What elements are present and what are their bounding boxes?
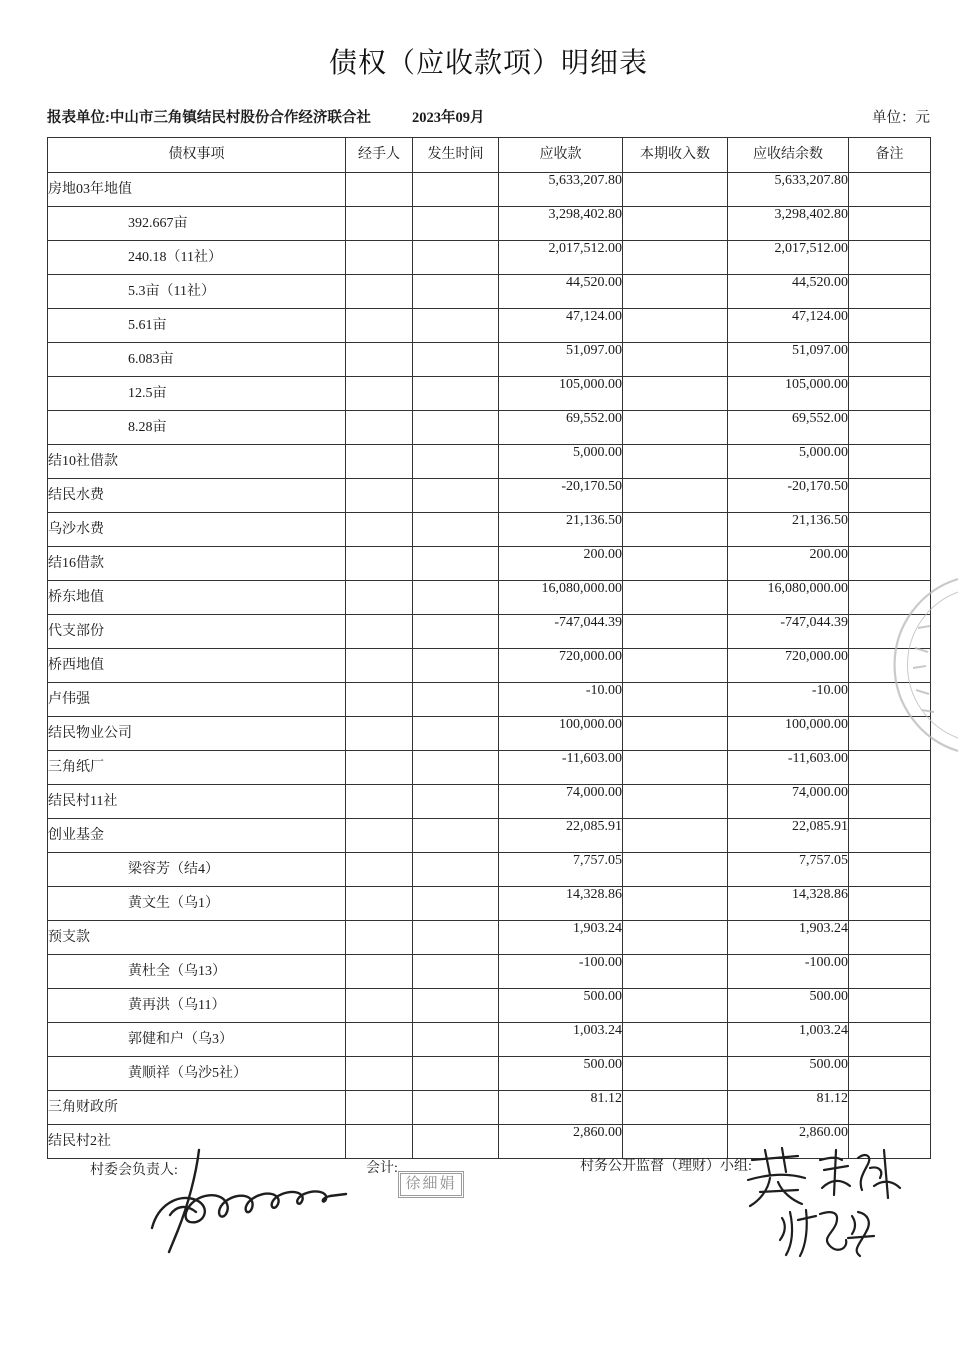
receivable-cell: 5,633,207.80 [499, 173, 623, 207]
item-cell: 黄文生（乌1） [48, 887, 346, 921]
balance-cell: 16,080,000.00 [728, 581, 849, 615]
balance-cell: 21,136.50 [728, 513, 849, 547]
note-cell [849, 343, 931, 377]
table-row [48, 547, 931, 581]
receivable-cell: 1,003.24 [499, 1023, 623, 1057]
income-cell [623, 921, 728, 955]
receivable-cell: 16,080,000.00 [499, 581, 623, 615]
income-cell [623, 309, 728, 343]
income-cell [623, 853, 728, 887]
item-cell: 桥东地值 [48, 581, 346, 615]
table-body [48, 173, 931, 1159]
item-cell: 5.3亩（11社） [48, 275, 346, 309]
income-cell [623, 241, 728, 275]
balance-cell: 74,000.00 [728, 785, 849, 819]
receivable-cell: 3,298,402.80 [499, 207, 623, 241]
handler-cell [346, 411, 413, 445]
handler-cell [346, 343, 413, 377]
date-cell [413, 1125, 499, 1159]
item-cell: 结民物业公司 [48, 717, 346, 751]
item-cell: 代支部份 [48, 615, 346, 649]
table-row-sub-item [48, 887, 931, 921]
receivable-cell: -10.00 [499, 683, 623, 717]
receivable-cell: 74,000.00 [499, 785, 623, 819]
table-row-sub-item [48, 411, 931, 445]
balance-cell: 3,298,402.80 [728, 207, 849, 241]
item-cell: 5.61亩 [48, 309, 346, 343]
item-cell: 房地03年地值 [48, 173, 346, 207]
receivable-cell: 51,097.00 [499, 343, 623, 377]
handler-cell [346, 309, 413, 343]
income-cell [623, 275, 728, 309]
income-cell [623, 1023, 728, 1057]
receivable-cell: 500.00 [499, 989, 623, 1023]
income-cell [623, 1125, 728, 1159]
balance-cell: -747,044.39 [728, 615, 849, 649]
income-cell [623, 411, 728, 445]
report-period: 2023年09月 [412, 110, 485, 126]
table-row-sub-item [48, 1057, 931, 1091]
note-cell [849, 989, 931, 1023]
date-cell [413, 853, 499, 887]
handler-cell [346, 683, 413, 717]
note-cell [849, 921, 931, 955]
receivable-cell: 1,903.24 [499, 921, 623, 955]
handler-cell [346, 1023, 413, 1057]
currency-unit: 单位：元 [872, 110, 930, 126]
column-header-note: 备注 [849, 138, 931, 173]
table-row-sub-item [48, 989, 931, 1023]
income-cell [623, 955, 728, 989]
balance-cell: 2,860.00 [728, 1125, 849, 1159]
receivable-cell: 7,757.05 [499, 853, 623, 887]
column-header-handler: 经手人 [346, 138, 413, 173]
table-header-row [48, 138, 931, 173]
balance-cell: 2,017,512.00 [728, 241, 849, 275]
note-cell [849, 479, 931, 513]
income-cell [623, 479, 728, 513]
note-cell [849, 819, 931, 853]
table-row-sub-item [48, 1023, 931, 1057]
balance-cell: 1,003.24 [728, 1023, 849, 1057]
date-cell [413, 683, 499, 717]
handler-cell [346, 547, 413, 581]
table-row [48, 717, 931, 751]
balance-cell: 47,124.00 [728, 309, 849, 343]
handler-cell [346, 819, 413, 853]
date-cell [413, 479, 499, 513]
date-cell [413, 819, 499, 853]
table-row-sub-item [48, 853, 931, 887]
income-cell [623, 377, 728, 411]
date-cell [413, 615, 499, 649]
balance-cell: -20,170.50 [728, 479, 849, 513]
date-cell [413, 343, 499, 377]
handler-cell [346, 785, 413, 819]
date-cell [413, 1023, 499, 1057]
handler-cell [346, 513, 413, 547]
income-cell [623, 547, 728, 581]
income-cell [623, 445, 728, 479]
income-cell [623, 785, 728, 819]
table-row [48, 819, 931, 853]
handler-cell [346, 955, 413, 989]
receivables-table [47, 137, 931, 1159]
table-row [48, 1125, 931, 1159]
balance-cell: 100,000.00 [728, 717, 849, 751]
date-cell [413, 445, 499, 479]
balance-cell: 44,520.00 [728, 275, 849, 309]
income-cell [623, 173, 728, 207]
receivable-cell: 720,000.00 [499, 649, 623, 683]
income-cell [623, 1057, 728, 1091]
balance-cell: 69,552.00 [728, 411, 849, 445]
balance-cell: 5,633,207.80 [728, 173, 849, 207]
balance-cell: 5,000.00 [728, 445, 849, 479]
receivable-cell: 69,552.00 [499, 411, 623, 445]
table-row [48, 173, 931, 207]
receivable-cell: 500.00 [499, 1057, 623, 1091]
date-cell [413, 513, 499, 547]
table-row-sub-item [48, 241, 931, 275]
village-head-label: 村委会负责人: [90, 1163, 178, 1178]
date-cell [413, 989, 499, 1023]
date-cell [413, 241, 499, 275]
table-row [48, 1091, 931, 1125]
date-cell [413, 1057, 499, 1091]
report-header [47, 108, 930, 128]
income-cell [623, 887, 728, 921]
balance-cell: 7,757.05 [728, 853, 849, 887]
item-cell: 结16借款 [48, 547, 346, 581]
note-cell [849, 1125, 931, 1159]
receivable-cell: 81.12 [499, 1091, 623, 1125]
item-cell: 6.083亩 [48, 343, 346, 377]
receivable-cell: 21,136.50 [499, 513, 623, 547]
item-cell: 392.667亩 [48, 207, 346, 241]
handler-cell [346, 717, 413, 751]
table-row [48, 445, 931, 479]
table-row [48, 921, 931, 955]
item-cell: 乌沙水费 [48, 513, 346, 547]
income-cell [623, 989, 728, 1023]
item-cell: 黄杜全（乌13） [48, 955, 346, 989]
handler-cell [346, 1057, 413, 1091]
balance-cell: -100.00 [728, 955, 849, 989]
income-cell [623, 649, 728, 683]
balance-cell: 14,328.86 [728, 887, 849, 921]
note-cell [849, 581, 931, 615]
income-cell [623, 819, 728, 853]
handler-cell [346, 649, 413, 683]
date-cell [413, 921, 499, 955]
date-cell [413, 955, 499, 989]
note-cell [849, 955, 931, 989]
balance-cell: 1,903.24 [728, 921, 849, 955]
date-cell [413, 887, 499, 921]
income-cell [623, 683, 728, 717]
report-unit: 报表单位:中山市三角镇结民村股份合作经济联合社 [47, 110, 371, 126]
balance-cell: 81.12 [728, 1091, 849, 1125]
table-row-sub-item [48, 343, 931, 377]
note-cell [849, 275, 931, 309]
item-cell: 结民村11社 [48, 785, 346, 819]
item-cell: 三角财政所 [48, 1091, 346, 1125]
income-cell [623, 751, 728, 785]
balance-cell: 720,000.00 [728, 649, 849, 683]
date-cell [413, 649, 499, 683]
income-cell [623, 513, 728, 547]
note-cell [849, 615, 931, 649]
item-cell: 12.5亩 [48, 377, 346, 411]
table-row [48, 649, 931, 683]
item-cell: 结民水费 [48, 479, 346, 513]
item-cell: 桥西地值 [48, 649, 346, 683]
income-cell [623, 581, 728, 615]
note-cell [849, 1091, 931, 1125]
handler-cell [346, 615, 413, 649]
column-header-receivable: 应收款 [499, 138, 623, 173]
note-cell [849, 1023, 931, 1057]
handler-cell [346, 275, 413, 309]
item-cell: 240.18（11社） [48, 241, 346, 275]
date-cell [413, 581, 499, 615]
note-cell [849, 683, 931, 717]
table-row [48, 581, 931, 615]
date-cell [413, 411, 499, 445]
receivable-cell: 200.00 [499, 547, 623, 581]
village-head-signature [152, 1150, 346, 1252]
note-cell [849, 649, 931, 683]
table-row [48, 751, 931, 785]
note-cell [849, 513, 931, 547]
note-cell [849, 377, 931, 411]
handler-cell [346, 887, 413, 921]
handler-cell [346, 921, 413, 955]
income-cell [623, 1091, 728, 1125]
receivable-cell: 2,017,512.00 [499, 241, 623, 275]
item-cell: 预支款 [48, 921, 346, 955]
receivable-cell: -11,603.00 [499, 751, 623, 785]
note-cell [849, 1057, 931, 1091]
table-row-sub-item [48, 309, 931, 343]
note-cell [849, 445, 931, 479]
balance-cell: 51,097.00 [728, 343, 849, 377]
handler-cell [346, 241, 413, 275]
item-cell: 创业基金 [48, 819, 346, 853]
handler-cell [346, 853, 413, 887]
date-cell [413, 785, 499, 819]
date-cell [413, 547, 499, 581]
balance-cell: 500.00 [728, 989, 849, 1023]
note-cell [849, 547, 931, 581]
item-cell: 三角纸厂 [48, 751, 346, 785]
receivable-cell: 22,085.91 [499, 819, 623, 853]
receivable-cell: -20,170.50 [499, 479, 623, 513]
note-cell [849, 887, 931, 921]
income-cell [623, 207, 728, 241]
handler-cell [346, 173, 413, 207]
note-cell [849, 751, 931, 785]
supervision-group-label: 村务公开监督（理财）小组: [580, 1159, 752, 1174]
receivable-cell: -100.00 [499, 955, 623, 989]
date-cell [413, 309, 499, 343]
receivable-cell: -747,044.39 [499, 615, 623, 649]
date-cell [413, 751, 499, 785]
handler-cell [346, 581, 413, 615]
receivable-cell: 2,860.00 [499, 1125, 623, 1159]
document-title: 债权（应收款项）明细表 [328, 48, 648, 79]
receivable-cell: 5,000.00 [499, 445, 623, 479]
date-cell [413, 717, 499, 751]
note-cell [849, 411, 931, 445]
receivable-cell: 100,000.00 [499, 717, 623, 751]
handler-cell [346, 445, 413, 479]
balance-cell: 22,085.91 [728, 819, 849, 853]
balance-cell: 105,000.00 [728, 377, 849, 411]
receivable-cell: 44,520.00 [499, 275, 623, 309]
column-header-date: 发生时间 [413, 138, 499, 173]
balance-cell: 500.00 [728, 1057, 849, 1091]
table-row-sub-item [48, 377, 931, 411]
item-cell: 梁容芳（结4） [48, 853, 346, 887]
note-cell [849, 309, 931, 343]
note-cell [849, 785, 931, 819]
item-cell: 黄再洪（乌11） [48, 989, 346, 1023]
handler-cell [346, 989, 413, 1023]
table-row [48, 615, 931, 649]
date-cell [413, 173, 499, 207]
column-header-item: 债权事项 [48, 138, 346, 173]
column-header-income: 本期收入数 [623, 138, 728, 173]
handler-cell [346, 1125, 413, 1159]
item-cell: 8.28亩 [48, 411, 346, 445]
date-cell [413, 377, 499, 411]
item-cell: 结10社借款 [48, 445, 346, 479]
table-row-sub-item [48, 955, 931, 989]
income-cell [623, 343, 728, 377]
income-cell [623, 717, 728, 751]
handler-cell [346, 751, 413, 785]
balance-cell: -10.00 [728, 683, 849, 717]
item-cell: 黄顺祥（乌沙5社） [48, 1057, 346, 1091]
item-cell: 郭健和户（乌3） [48, 1023, 346, 1057]
note-cell [849, 717, 931, 751]
receivable-cell: 105,000.00 [499, 377, 623, 411]
date-cell [413, 1091, 499, 1125]
date-cell [413, 207, 499, 241]
item-cell: 卢伟强 [48, 683, 346, 717]
balance-cell: -11,603.00 [728, 751, 849, 785]
handler-cell [346, 1091, 413, 1125]
column-header-balance: 应收结余数 [728, 138, 849, 173]
item-cell: 结民村2社 [48, 1125, 346, 1159]
receivable-cell: 47,124.00 [499, 309, 623, 343]
table-row-sub-item [48, 275, 931, 309]
accountant-name-stamp: 徐細娟 [398, 1171, 464, 1198]
table-row [48, 785, 931, 819]
handler-cell [346, 479, 413, 513]
handler-cell [346, 207, 413, 241]
table-row [48, 479, 931, 513]
note-cell [849, 173, 931, 207]
accountant-label: 会计: [366, 1161, 398, 1176]
note-cell [849, 241, 931, 275]
handler-cell [346, 377, 413, 411]
date-cell [413, 275, 499, 309]
note-cell [849, 853, 931, 887]
table-row [48, 683, 931, 717]
table-row-sub-item [48, 207, 931, 241]
table-row [48, 513, 931, 547]
note-cell [849, 207, 931, 241]
supervision-signature-3 [780, 1210, 874, 1256]
receivable-cell: 14,328.86 [499, 887, 623, 921]
balance-cell: 200.00 [728, 547, 849, 581]
income-cell [623, 615, 728, 649]
